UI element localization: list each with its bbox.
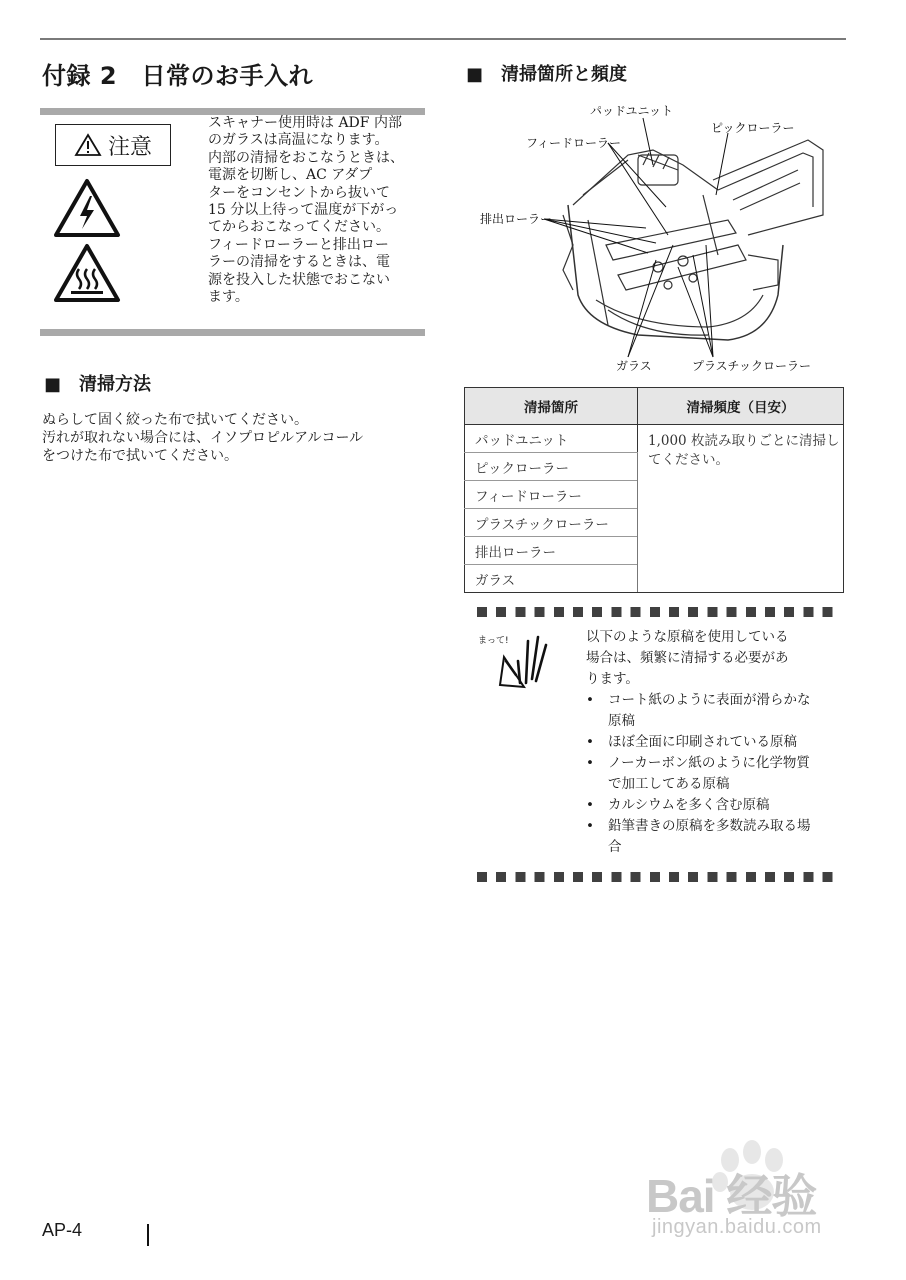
caution-line: 15 分以上待って温度が下がっ <box>208 202 399 219</box>
table-cell-item: ガラス <box>465 565 638 593</box>
bullet-text: ほぼ全面に印刷されている原稿 <box>608 734 797 750</box>
bullet-mark: • <box>586 818 594 834</box>
page-title: 付録 2 日常のお手入れ <box>42 62 314 90</box>
electric-shock-icon <box>53 178 121 238</box>
bullet-text: ノーカーボン紙のように化学物質 で加工してある原稿 <box>608 755 810 792</box>
caution-line: 源を投入した状態でおこない <box>208 271 390 288</box>
label-pick-roller: ピックローラー <box>711 121 795 135</box>
attention-hand-icon <box>476 627 552 689</box>
hot-surface-icon <box>53 243 121 303</box>
label-feed-roller: フィードローラー <box>526 136 622 150</box>
table-header-row <box>465 388 844 425</box>
label-pad-unit: パッドユニット <box>590 104 674 118</box>
label-plastic-roller: プラスチックローラー <box>692 359 812 373</box>
table-cell-item: フィードローラー <box>465 481 638 509</box>
caution-label <box>55 124 171 166</box>
method-line: をつけた布で拭いてください。 <box>42 448 238 464</box>
note-bottom-border <box>477 872 839 882</box>
caution-text <box>208 115 420 306</box>
scanner-diagram <box>478 95 833 380</box>
bullet-mark: • <box>586 755 594 771</box>
caution-line: ターをコンセントから抜いて <box>208 184 390 201</box>
table-header: 清掃頻度（目安） <box>638 388 844 425</box>
table-row <box>465 425 844 453</box>
bullet-text: カルシウムを多く含む原稿 <box>608 797 770 813</box>
list-item <box>586 732 841 753</box>
bullet-mark: • <box>586 797 594 813</box>
note-intro <box>586 627 836 690</box>
watermark-brand: Bai 经验 <box>646 1170 817 1222</box>
table-cell-item: ピックローラー <box>465 453 638 481</box>
list-item <box>586 795 841 816</box>
footer-divider <box>147 1224 149 1246</box>
caution-line: スキャナー使用時は ADF 内部 <box>208 115 402 131</box>
caution-line: ます。 <box>208 289 249 306</box>
method-line: 汚れが取れない場合には、イソプロピルアルコール <box>42 430 364 446</box>
note-top-border <box>477 607 839 617</box>
list-item <box>586 690 841 732</box>
table-cell-item: パッドユニット <box>465 425 638 453</box>
locations-heading: ■ 清掃箇所と頻度 <box>466 64 628 85</box>
icon-caption: まって! <box>478 636 509 646</box>
note-bullet-list <box>586 690 841 858</box>
watermark-url: jingyan.baidu.com <box>652 1216 822 1238</box>
top-rule <box>40 38 846 40</box>
caution-line: のガラスは高温になります。 <box>208 132 389 149</box>
bullet-mark: • <box>586 734 594 750</box>
caution-line: ラーの清掃をするときは、電 <box>208 254 390 271</box>
caution-label-text: 注意 <box>107 134 152 160</box>
note-intro-line: ります。 <box>586 671 639 687</box>
table-cell-item: 排出ローラー <box>465 537 638 565</box>
warning-triangle-icon <box>74 133 102 157</box>
note-intro-line: 場合は、頻繁に清掃する必要があ <box>586 650 789 666</box>
method-text <box>42 411 363 465</box>
cleaning-table <box>464 387 844 593</box>
bullet-text: コート紙のように表面が滑らかな 原稿 <box>608 692 811 729</box>
method-heading: ■ 清掃方法 <box>44 374 152 395</box>
caution-line: 内部の清掃をおこなうときは、 <box>208 149 404 166</box>
caution-line: てからおこなってください。 <box>208 219 390 236</box>
list-item <box>586 753 841 795</box>
note-intro-line: 以下のような原稿を使用している <box>586 629 789 645</box>
page-number: AP-4 <box>42 1220 83 1240</box>
label-eject-roller: 排出ローラー <box>480 212 553 226</box>
caution-line: 電源を切断し、AC アダプ <box>208 167 373 184</box>
table-cell-frequency: 1,000 枚読み取りごとに清掃してください。 <box>638 425 844 593</box>
list-item <box>586 816 841 858</box>
caution-line: フィードローラーと排出ロー <box>208 236 389 253</box>
bullet-text: 鉛筆書きの原稿を多数読み取る場 合 <box>608 818 811 855</box>
table-header: 清掃箇所 <box>465 388 638 425</box>
label-glass: ガラス <box>616 359 652 373</box>
table-cell-item: プラスチックローラー <box>465 509 638 537</box>
bullet-mark: • <box>586 692 594 708</box>
method-line: ぬらして固く絞った布で拭いてください。 <box>42 412 308 428</box>
